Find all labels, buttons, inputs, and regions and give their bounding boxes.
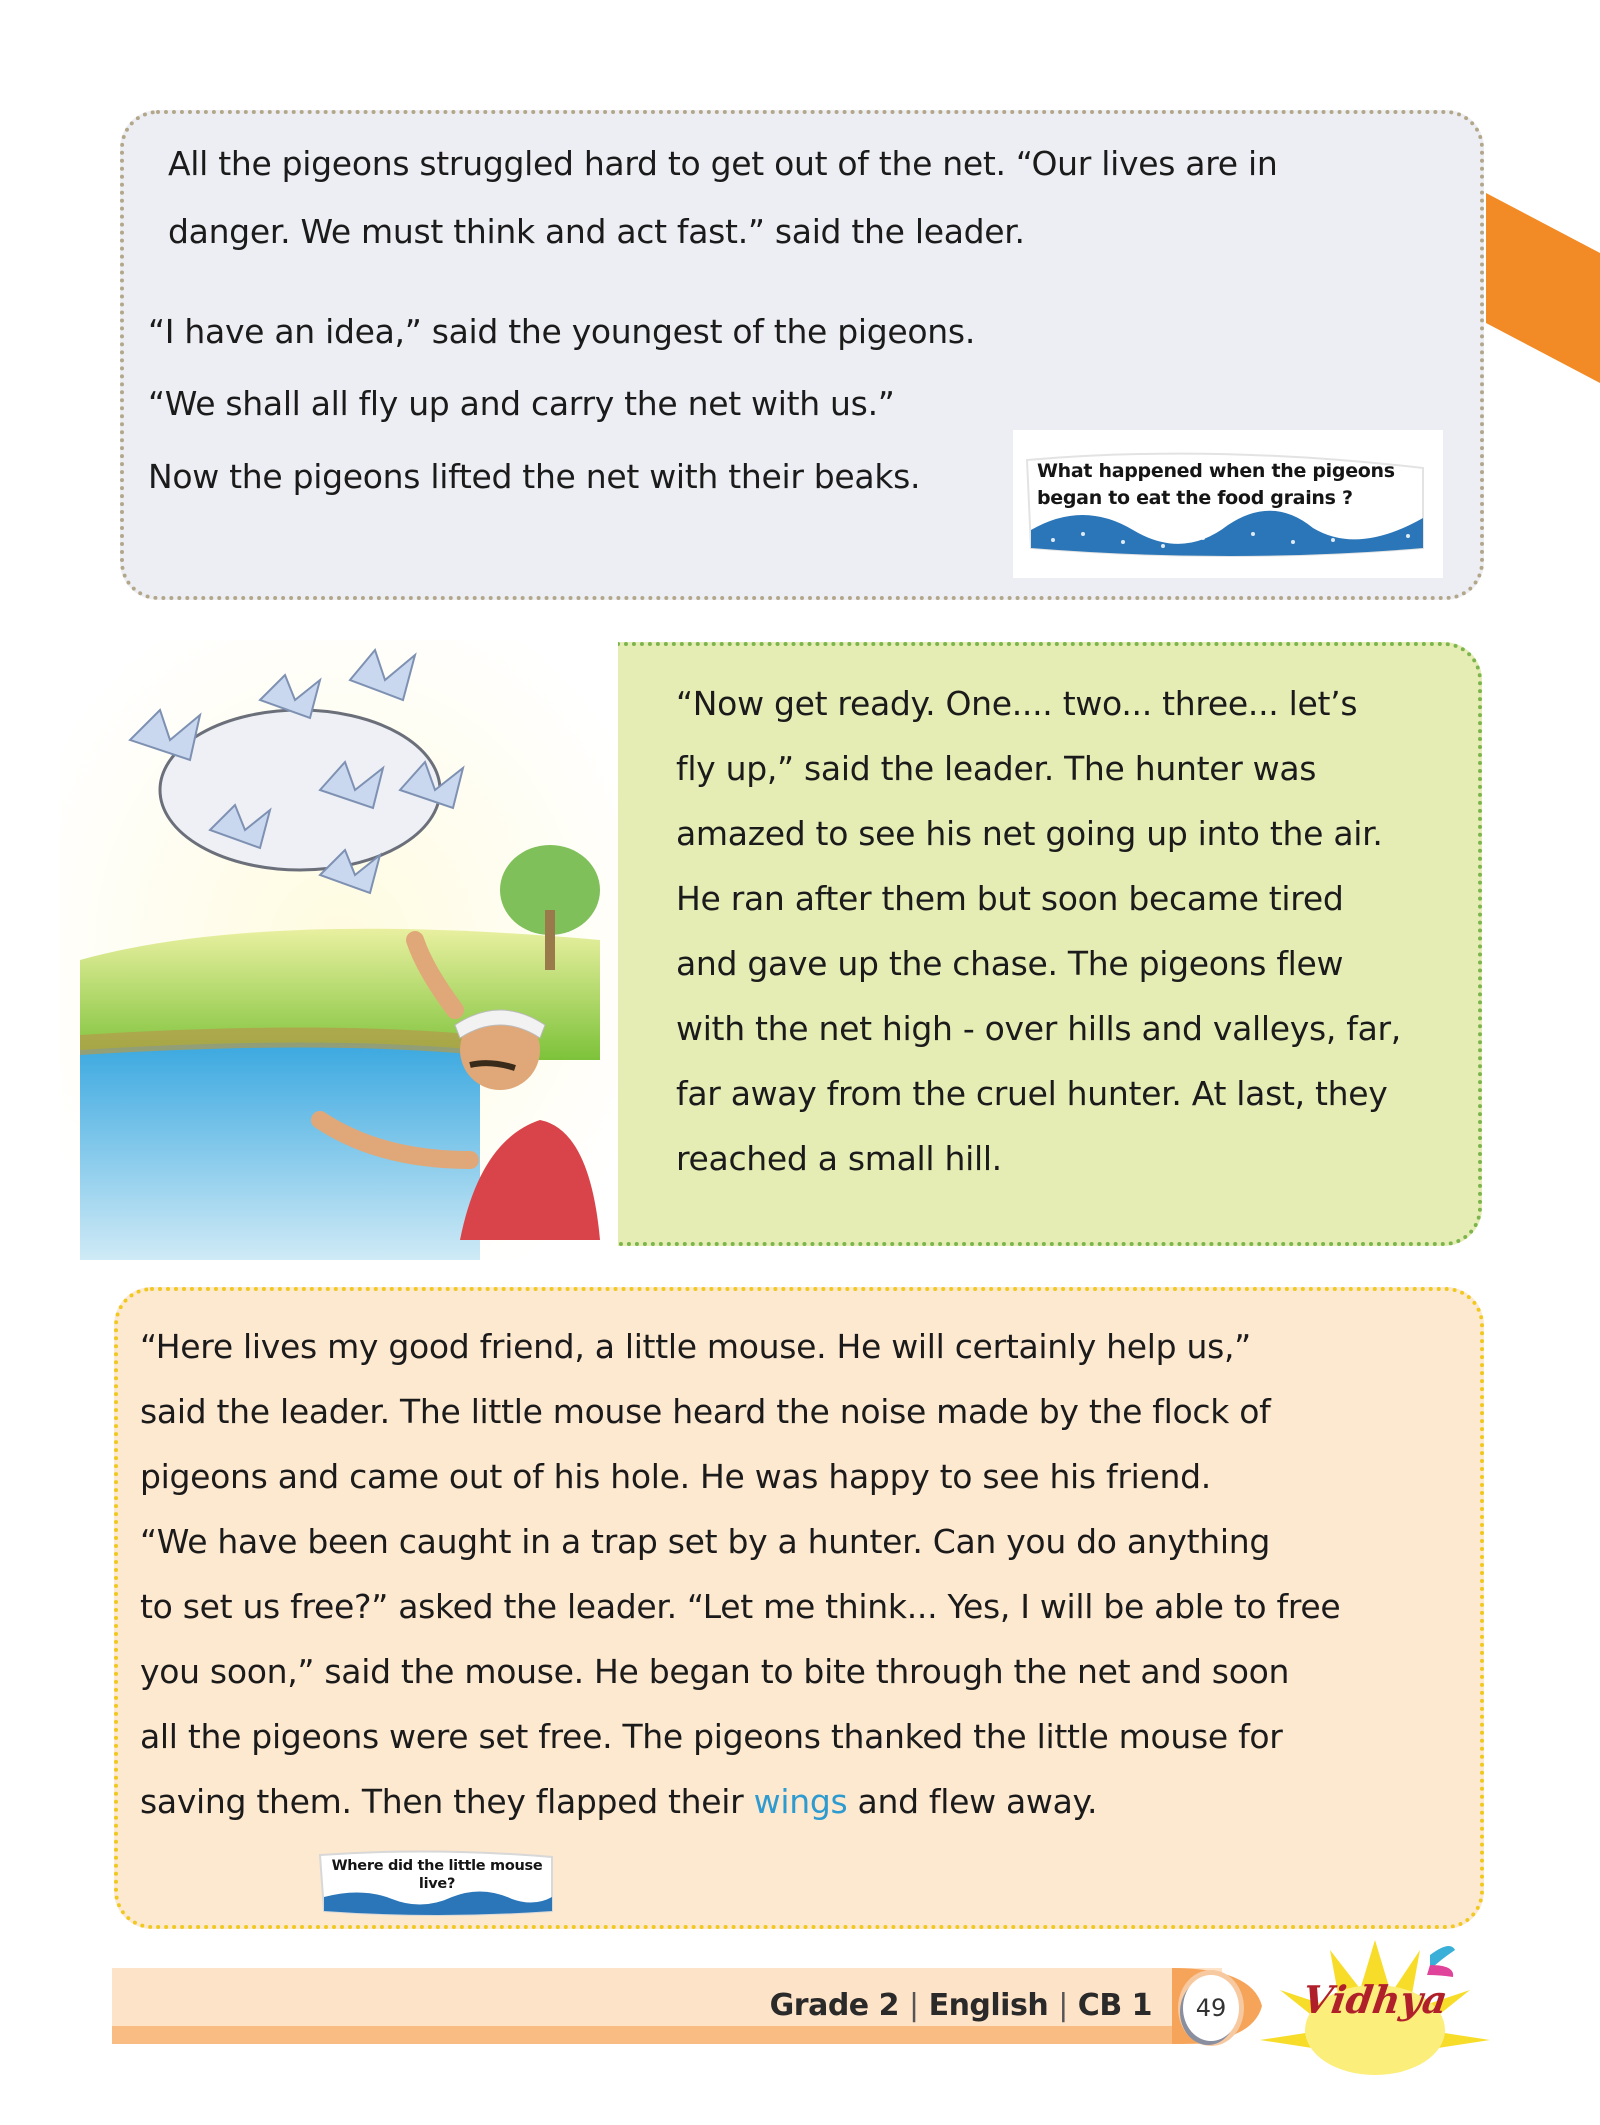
story-line: to set us free?” asked the leader. “Let me think... Yes, I will be able to free: [140, 1587, 1341, 1626]
story-line: fly up,” said the leader. The hunter was: [676, 749, 1317, 788]
corner-tab-decoration: [1486, 193, 1600, 383]
separator: |: [908, 1988, 919, 2023]
story-text: and flew away.: [847, 1782, 1098, 1821]
story-text: saving them. Then they flapped their: [140, 1782, 754, 1821]
story-line: said the leader. The little mouse heard the noise made by the flock of: [140, 1392, 1271, 1431]
story-line: far away from the cruel hunter. At last, they: [676, 1074, 1388, 1113]
story-line: danger. We must think and act fast.” said the leader.: [168, 212, 1025, 251]
story-line: “I have an idea,” said the youngest of the pigeons.: [148, 312, 976, 351]
footer-grade: Grade 2: [769, 1988, 899, 2023]
question-text: What happened when the pigeons: [1037, 460, 1395, 482]
story-line: All the pigeons struggled hard to get out of the net. “Our lives are in: [168, 144, 1278, 183]
story-line: “Here lives my good friend, a little mouse. He will certainly help us,”: [140, 1327, 1251, 1366]
footer-book: CB 1: [1077, 1988, 1152, 2023]
story-line: Now the pigeons lifted the net with their beaks.: [148, 457, 921, 496]
story-line: pigeons and came out of his hole. He was happy to see his friend.: [140, 1457, 1211, 1496]
question-card-mouse-home: [312, 1841, 562, 1923]
page-number: 49: [1183, 1975, 1239, 2041]
story-box-1: [120, 110, 1484, 600]
separator: |: [1058, 1988, 1068, 2023]
story-line: all the pigeons were set free. The pigeons thanked the little mouse for: [140, 1717, 1283, 1756]
vocabulary-word-highlight[interactable]: wings: [753, 1782, 848, 1821]
story-line: amazed to see his net going up into the air.: [676, 814, 1383, 853]
story-line: with the net high - over hills and valleys, far,: [676, 1009, 1401, 1048]
vidhya-logo-text: Vidhya: [1299, 1977, 1451, 2022]
pigeons-hunter-illustration: [60, 640, 620, 1260]
footer-book-info: [770, 1988, 1152, 2023]
story-line: “We shall all fly up and carry the net with us.”: [148, 384, 895, 423]
story-line: you soon,” said the mouse. He began to bite through the net and soon: [140, 1652, 1290, 1691]
story-box-2: [618, 642, 1482, 1246]
question-text: began to eat the food grains ?: [1037, 486, 1353, 509]
question-text: live?: [418, 1876, 456, 1893]
story-box-3: [114, 1287, 1484, 1929]
question-text: Where did the little mouse: [331, 1858, 543, 1874]
story-line: He ran after them but soon became tired: [676, 879, 1344, 918]
story-line-last: [140, 1782, 1097, 1821]
story-line: and gave up the chase. The pigeons flew: [676, 944, 1344, 983]
question-card-food-grains: [1013, 430, 1443, 578]
story-line: “We have been caught in a trap set by a hunter. Can you do anything: [140, 1522, 1271, 1561]
story-line: reached a small hill.: [676, 1139, 1002, 1178]
story-line: “Now get ready. One.... two... three... let’s: [676, 684, 1358, 723]
footer-subject: English: [928, 1988, 1049, 2023]
